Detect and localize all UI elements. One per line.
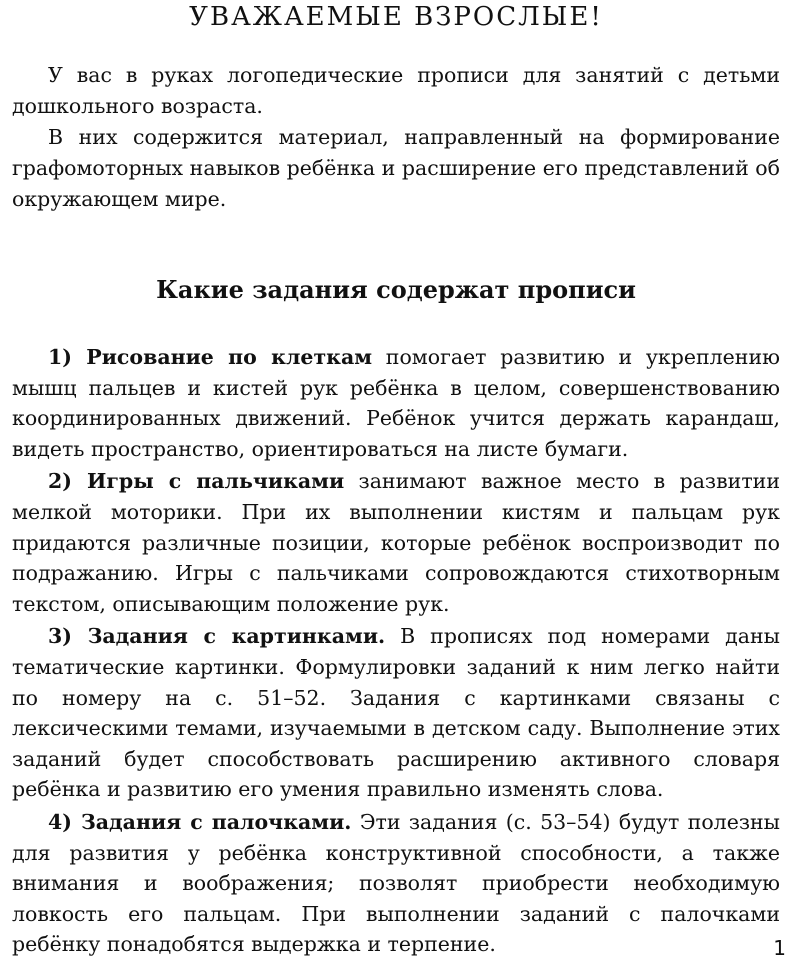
intro-paragraph: В них содержится материал, направленный на формирование графомоторных навыков ребёнка и расширение его представлений об окружающем мире. <box>12 125 780 211</box>
task-number: 3) <box>48 624 72 649</box>
task-text: В прописях под номерами даны тематические картинки. Формулировки заданий к ним легко найти по номеру на с. 51–52. Задания с картинками связаны с лексическими темами, изучаемыми в детском саду. Выполнение этих заданий будет способствовать расширению активного словаря ребёнка и развитию его умения правильно изменять слова. <box>12 624 780 802</box>
task-paragraph <box>12 342 780 464</box>
task-name: Задания с картинками. <box>87 624 386 649</box>
task-paragraph <box>12 621 780 805</box>
task-name: Задания с палочками. <box>80 809 352 834</box>
task-number: 2) <box>48 469 72 494</box>
tasks-list <box>12 342 780 962</box>
task-name: Рисование по клеткам <box>86 345 373 369</box>
task-text: Эти задания (с. 53–54) будут полезны для развития у ребёнка конструктивной способности, а также внимания и воображения; позволят приобрести необходимую ловкость его пальцам. При выполнении заданий с палочками ребёнку понадобятся выдержка и терпение. <box>12 809 780 957</box>
task-paragraph <box>12 807 780 960</box>
intro-section <box>12 60 780 215</box>
task-title <box>48 345 372 369</box>
task-name: Игры с пальчиками <box>86 469 345 494</box>
task-text: занимают важное место в развитии мелкой моторики. При их выполнении кистям и пальцам рук придаются различные позиции, которые ребёнок воспроизводит по подражанию. Игры с пальчиками сопровождаются стихотворным текстом, описывающим положение рук. <box>12 469 780 616</box>
task-title <box>48 624 385 648</box>
page-title: УВАЖАЕМЫЕ ВЗРОСЛЫЕ! <box>189 2 603 32</box>
section-heading: Какие задания содержат прописи <box>156 275 636 304</box>
task-number: 4) <box>48 809 72 834</box>
task-paragraph <box>12 466 780 619</box>
task-title <box>48 810 351 834</box>
task-number: 1) <box>48 345 72 369</box>
task-title <box>48 469 344 493</box>
intro-paragraph: У вас в руках логопедические прописи для занятий с детьми дошкольного возраста. <box>12 63 780 118</box>
page-number: 1 <box>773 936 786 960</box>
task-text: помогает развитию и укреплению мышц пальцев и кистей рук ребёнка в целом, совершенствованию координированных движений. Ребёнок учится держать карандаш, видеть пространство, ориентироваться на листе бумаги. <box>12 345 780 461</box>
